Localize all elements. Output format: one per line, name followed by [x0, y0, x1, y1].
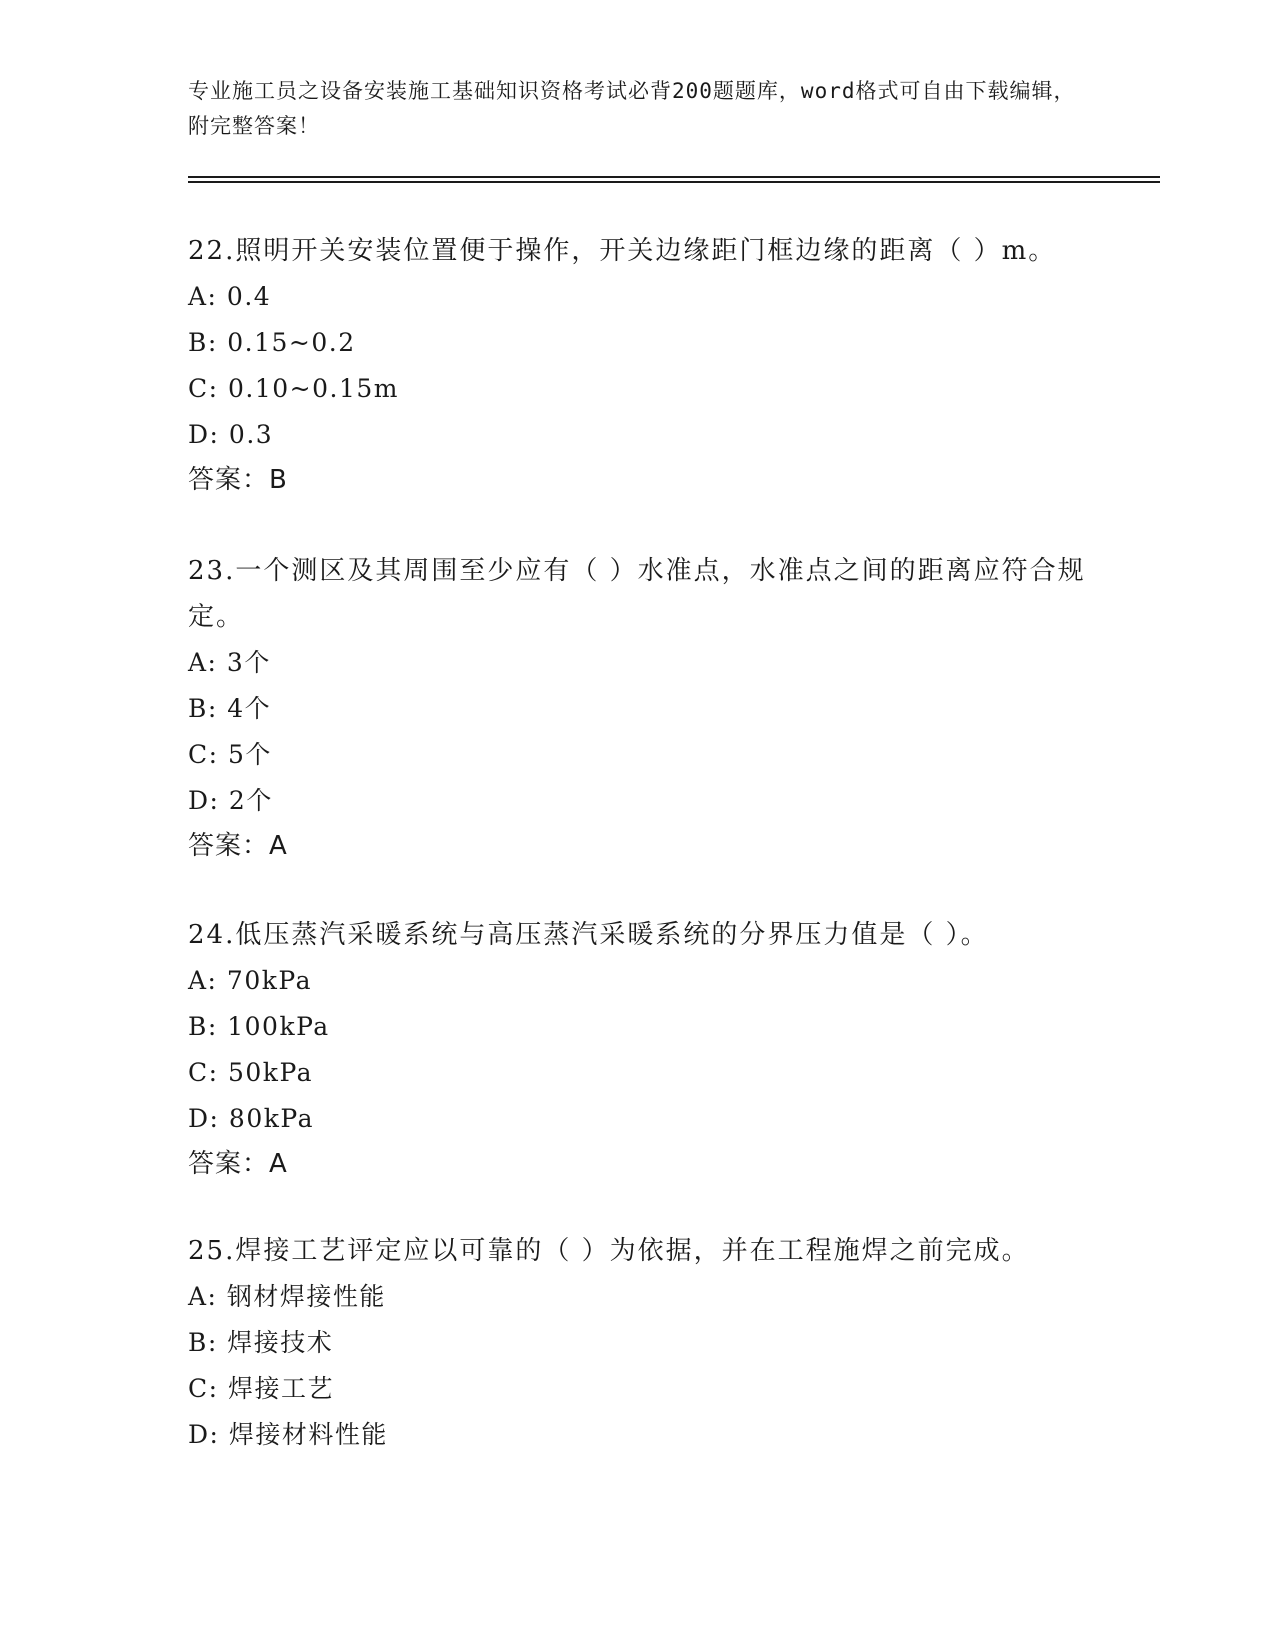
answer: 答案：A: [188, 831, 288, 861]
option-d: D: 80kPa: [188, 1104, 314, 1133]
answer: 答案：B: [188, 465, 288, 495]
question-25: [188, 1228, 1088, 1458]
option-d: D: 焊接材料性能: [188, 1420, 388, 1449]
question-stem: 24.低压蒸汽采暖系统与高压蒸汽采暖系统的分界压力值是（ ）。: [188, 920, 989, 950]
option-b: B: 100kPa: [188, 1012, 330, 1041]
header-divider-bottom: [188, 181, 1160, 183]
question-24: [188, 912, 1088, 1186]
option-a: A: 3个: [188, 648, 271, 677]
option-c: C: 5个: [188, 740, 272, 769]
question-22: [188, 228, 1088, 502]
header-divider-top: [188, 176, 1160, 178]
option-b: B: 0.15~0.2: [188, 328, 356, 357]
question-stem: 25.焊接工艺评定应以可靠的（ ）为依据，并在工程施焊之前完成。: [188, 1236, 1030, 1266]
option-b: B: 焊接技术: [188, 1328, 334, 1357]
question-stem: 22.照明开关安装位置便于操作，开关边缘距门框边缘的距离（ ）m。: [188, 236, 1057, 266]
option-d: D: 2个: [188, 786, 273, 815]
option-c: C: 焊接工艺: [188, 1374, 334, 1403]
question-23: [188, 548, 1088, 868]
option-a: A: 0.4: [188, 282, 272, 311]
option-b: B: 4个: [188, 694, 272, 723]
option-c: C: 0.10~0.15m: [188, 374, 399, 403]
question-stem: 23.一个测区及其周围至少应有（ ）水准点，水准点之间的距离应符合规定。: [188, 556, 1086, 632]
answer: 答案：A: [188, 1149, 288, 1179]
option-d: D: 0.3: [188, 420, 274, 449]
option-c: C: 50kPa: [188, 1058, 314, 1087]
option-a: A: 钢材焊接性能: [188, 1282, 386, 1311]
document-header: 专业施工员之设备安装施工基础知识资格考试必背200题题库，word格式可自由下载编辑，附完整答案！: [188, 79, 1076, 138]
option-a: A: 70kPa: [188, 966, 312, 995]
